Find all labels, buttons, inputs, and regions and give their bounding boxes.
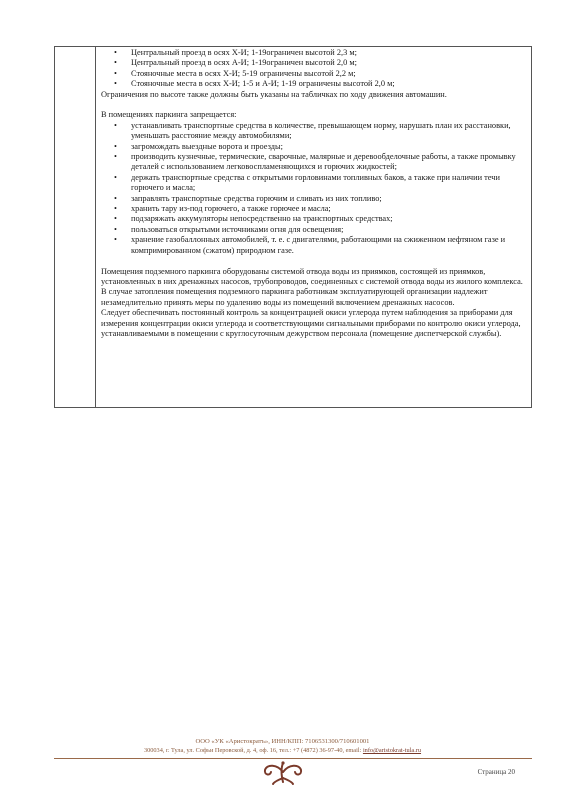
co-control-paragraph: Следует обеспечивать постоянный контроль за концентрацией окиси углерода путем наблюдения за приборами для измерения концентрации окиси углерода и соответствующими сигнальными приборами по контролю окиси углерода, устанавливаемыми в помещении с круглосуточным дежурством персонала (помещение диспетчерской службы). <box>101 308 521 338</box>
height-note: Ограничения по высоте также должны быть указаны на табличках по ходу движения автомашин. <box>101 89 447 99</box>
height-limits-list <box>101 48 529 90</box>
list-item: • хранить тару из-под горючего, а также горючее и масла; <box>114 204 331 214</box>
list-item: • Стояночные места в осях Х-И; 1-5 и А-И; 1-19 ограничены высотой 2,0 м; <box>114 79 395 89</box>
footer-company: ООО «УК «Аристократъ», ИНН/КПП: 7106531300/710601001 <box>195 738 370 745</box>
footer-email-link[interactable]: info@aristokrat-tula.ru <box>362 747 422 754</box>
list-item: • Центральный проезд в осях А-И; 1-19ограничен высотой 2,0 м; <box>114 58 357 68</box>
list-item: • пользоваться открытыми источниками огня для освещения; <box>114 224 344 234</box>
footer-address <box>0 747 565 754</box>
list-item: • заправлять транспортные средства горючим и сливать из них топливо; <box>114 193 382 203</box>
list-item: • хранение газобаллонных автомобилей, т. е. с двигателями, работающими на сжиженном нефтяном газе и компримированном (сжатом) природном газе. <box>114 235 506 255</box>
list-item: • держать транспортные средства с открытыми горловинами топливных баков, а также при наличии течи горючего и масла; <box>114 172 500 193</box>
list-item: • устанавливать транспортные средства в количестве, превышающем норму, нарушать план их расстановки, уменьшать расстояние между автомобилями; <box>114 120 511 141</box>
drainage-paragraph: Помещения подземного паркинга оборудованы системой отвода воды из приямков, состоящей из приямков, установленных в них дренажных насосов, трубопроводов, соединенных с системой отвода воды из жилого комплекса. В случае затопления помещения подземного паркинга работникам эксплуатирующей организации надлежит незамедлительно принять меры по удалению воды из помещений включением дренажных насосов. <box>101 266 523 307</box>
prohibited-list <box>101 121 529 256</box>
footer-divider <box>54 758 532 759</box>
page-number: Страница 20 <box>477 768 515 776</box>
list-item: • производить кузнечные, термические, сварочные, малярные и деревообделочные работы, а также промывку деталей с использованием легковоспламеняющихся и горючих жидкостей; <box>114 152 516 172</box>
list-item: • Центральный проезд в осях Х-И; 1-19ограничен высотой 2,3 м; <box>114 48 357 57</box>
list-item: • Стояночные места в осях Х-И; 5-19 ограничены высотой 2,2 м; <box>114 68 356 78</box>
ornament-logo-icon <box>259 760 307 786</box>
table-column-divider <box>95 47 96 407</box>
list-item: • загромождать выездные ворота и проезды; <box>114 141 283 151</box>
list-item: • подзаряжать аккумуляторы непосредственно на транспортных средствах; <box>114 214 393 224</box>
footer-address-text: 300034, г. Тула, ул. Софьи Перовской, д. 4, оф. 16, тел.: +7 (4872) 36-97-40, email: <box>143 747 363 754</box>
table-content-cell <box>101 48 529 339</box>
prohibited-intro: В помещениях паркинга запрещается: <box>101 110 237 120</box>
